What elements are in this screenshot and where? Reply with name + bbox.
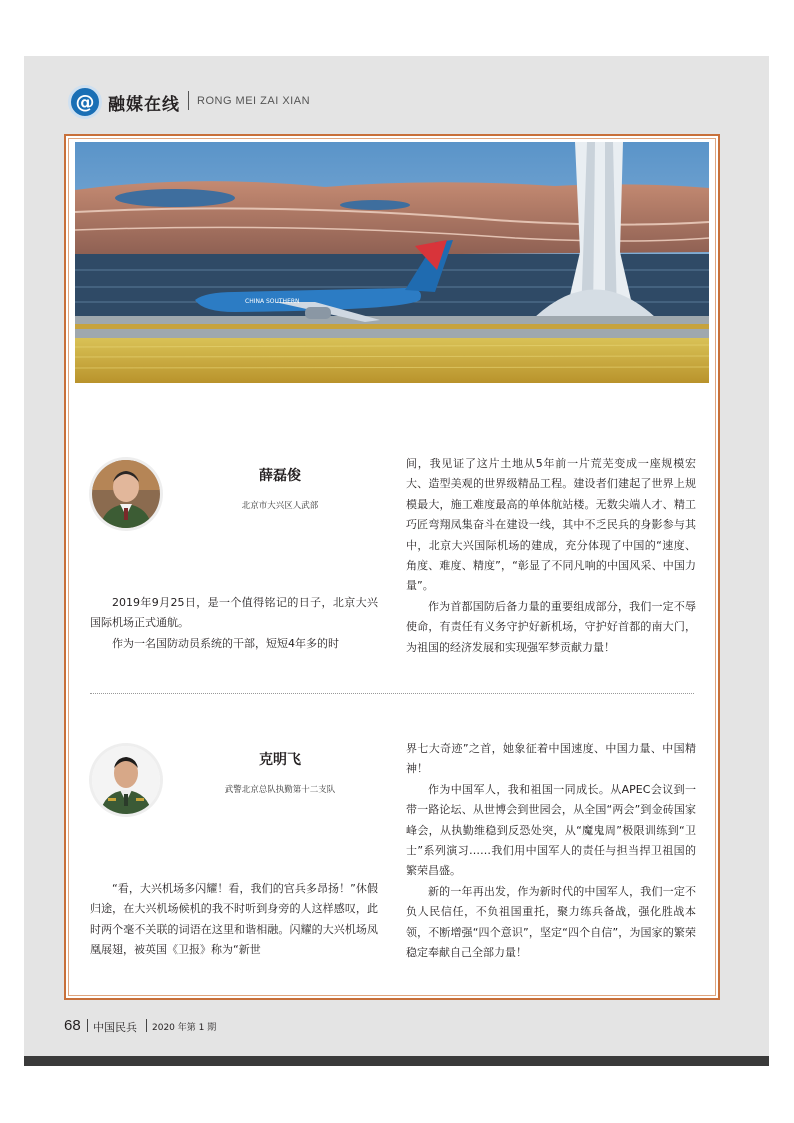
svg-text:CHINA SOUTHERN: CHINA SOUTHERN <box>245 298 300 305</box>
profile-name: 薛磊俊 <box>259 468 301 484</box>
profile-unit: 北京市大兴区人武部 <box>241 501 319 511</box>
issue-label: 2020 年第 1 期 <box>152 1023 217 1033</box>
paragraph: 间，我见证了这片土地从5年前一片荒芜变成一座规模宏大、造型美观的世界级精品工程。建设者们建起了世界上规模最大，施工难度最高的单体航站楼。无数尖端人才、精工巧匠弯翔凤集奋斗在建设一线，其中不乏民兵的身影参与其中，北京大兴国际机场的建成，充分体现了中国的“速度、角度、难度、精度”，“彰显了不同凡响的中国风采、中国力量”。 <box>406 457 696 593</box>
paragraph: 新的一年再出发，作为新时代的中国军人，我们一定不负人民信任，不负祖国重托，聚力练兵备战，强化胜战本领，不断增强“四个意识”，坚定“四个自信”，为国家的繁荣稳定奉献自己全部力量！ <box>406 884 696 960</box>
profile-2-right-column <box>406 739 696 963</box>
avatar-ke-mingfei <box>92 746 160 814</box>
avatar-xue-leijun <box>92 460 160 528</box>
profile-2-left-column <box>90 879 378 961</box>
airport-terminal-photo <box>75 142 709 383</box>
bottom-bar <box>24 1056 769 1066</box>
paragraph: “看，大兴机场多闪耀！看，我们的官兵多昂扬！”休假归途，在大兴机场候机的我不时听到身旁的人这样感叹，此时两个毫不关联的词语在这里和谐相融。闪耀的大兴机场凤凰展翅，被英国《卫报》称为“新世 <box>90 882 378 957</box>
magazine-name: 中国民兵 <box>93 1021 137 1034</box>
section-subtitle: RONG MEI ZAI XIAN <box>197 95 311 107</box>
profile-1-left-column <box>90 593 378 654</box>
paragraph: 作为一名国防动员系统的干部，短短4年多的时 <box>112 636 339 650</box>
paragraph: 作为首都国防后备力量的重要组成部分，我们一定不辱使命，有责任有义务守护好新机场，守护好首都的南大门，为祖国的经济发展和实现强军梦贡献力量！ <box>406 599 696 654</box>
profile-1-right-column <box>406 454 696 658</box>
divider <box>90 693 694 694</box>
at-icon <box>68 85 102 119</box>
footer-divider <box>87 1019 88 1032</box>
page-number: 68 <box>64 1017 81 1034</box>
footer-divider <box>146 1019 147 1032</box>
at-glyph: @ <box>75 91 95 113</box>
paragraph: 2019年9月25日，是一个值得铭记的日子，北京大兴国际机场正式通航。 <box>90 596 378 630</box>
paragraph: 作为中国军人，我和祖国一同成长。从APEC会议到一带一路论坛、从世博会到世园会，从全国“两会”到金砖国家峰会，从执勤维稳到反恐处突，从“魔鬼周”极限训练到“卫士”系列演习……我们用中国军人的责任与担当捍卫祖国的繁荣昌盛。 <box>406 782 696 878</box>
profile-name: 克明飞 <box>259 752 301 768</box>
header-divider <box>188 91 189 110</box>
paragraph: 界七大奇迹”之首，她象征着中国速度、中国力量、中国精神！ <box>406 742 696 776</box>
section-title: 融媒在线 <box>108 95 180 115</box>
profile-unit: 武警北京总队执勤第十二支队 <box>224 785 336 795</box>
